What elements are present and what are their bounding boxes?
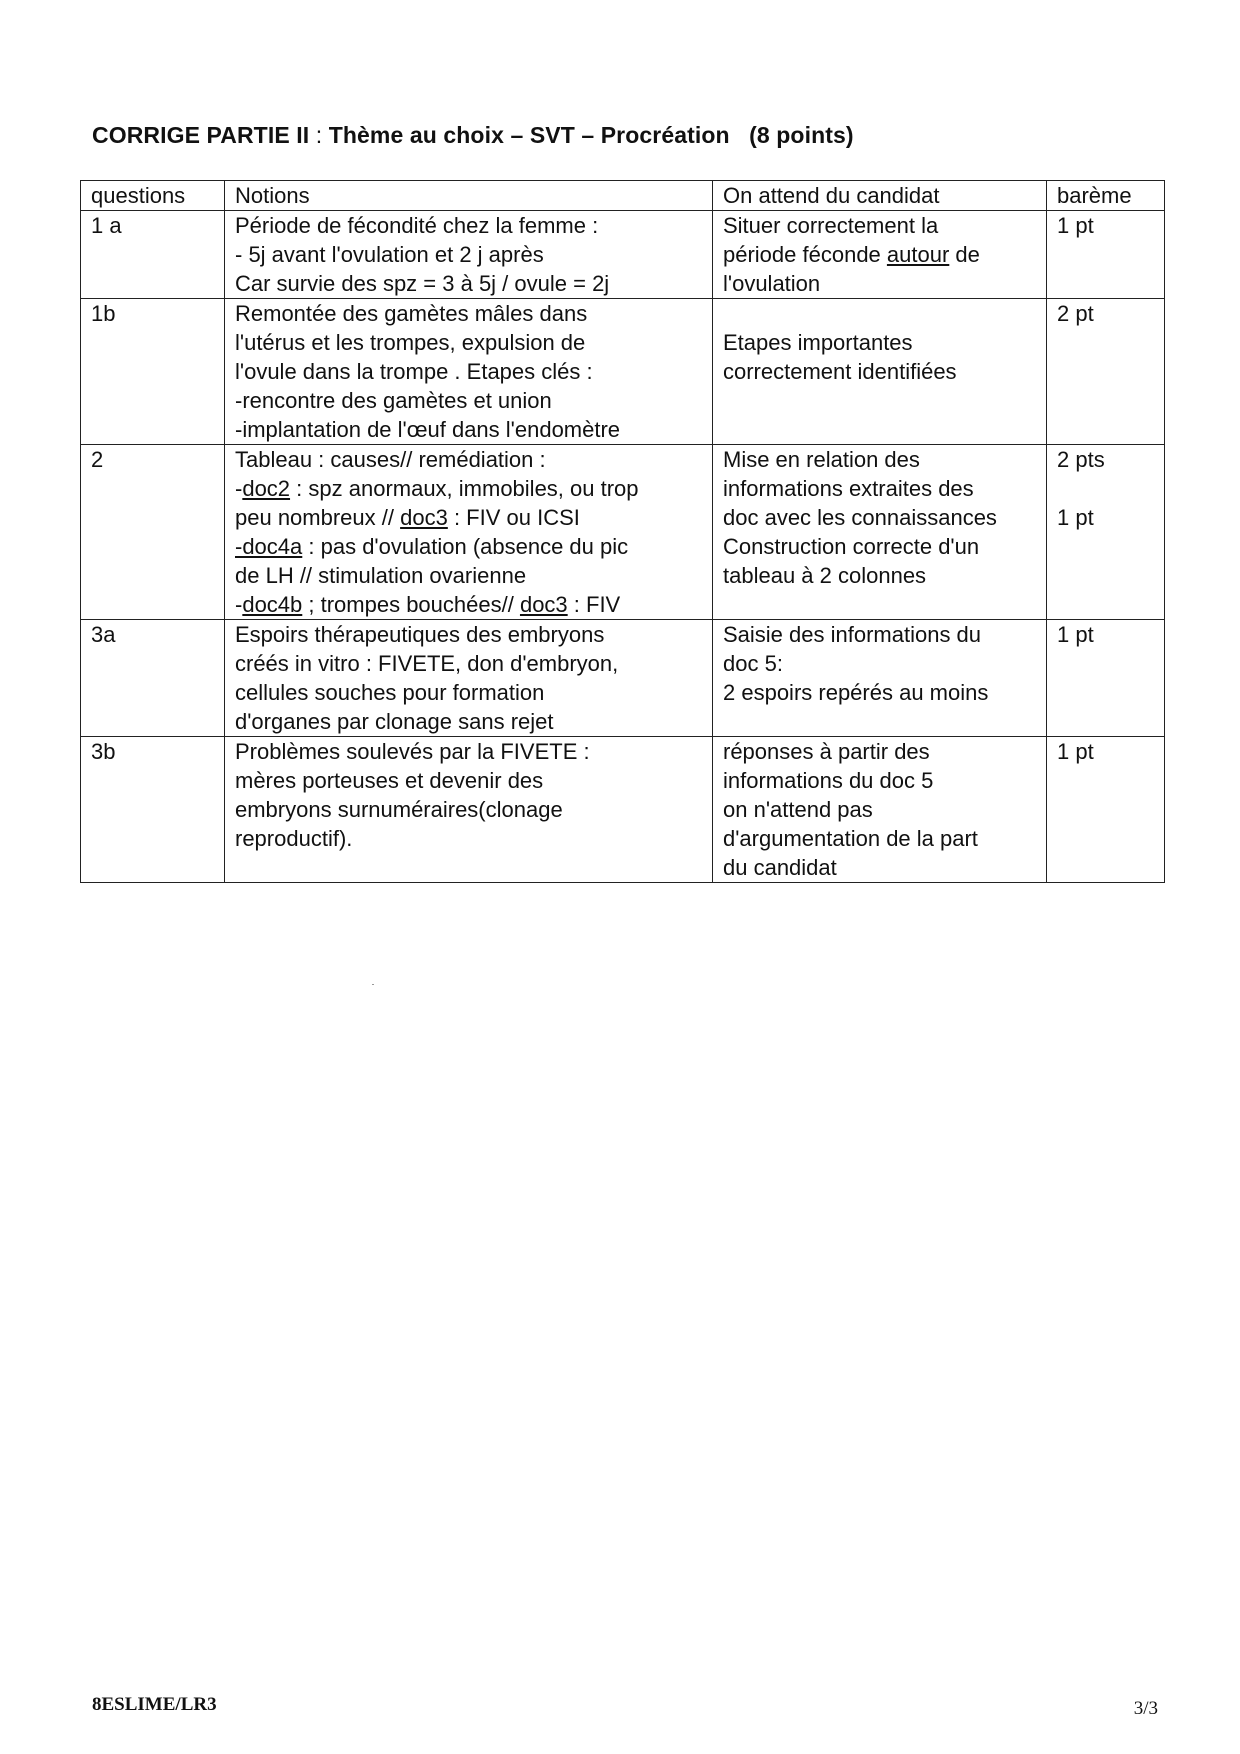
notion-line xyxy=(235,532,702,561)
table-row xyxy=(81,445,1165,620)
expected-cell xyxy=(713,299,1047,445)
notion-line: reproductif). xyxy=(235,826,353,851)
doc-reference: doc3 xyxy=(400,505,448,530)
notion-line: cellules souches pour formation xyxy=(235,680,545,705)
expected-line: Mise en relation des xyxy=(723,447,920,472)
expected-cell xyxy=(713,211,1047,299)
expected-line xyxy=(723,240,1036,269)
scale-value: 1 pt xyxy=(1057,505,1094,530)
table-row xyxy=(81,211,1165,299)
expected-line: doc 5: xyxy=(723,651,783,676)
expected-line: Etapes importantes xyxy=(723,330,913,355)
notion-line: d'organes par clonage sans rejet xyxy=(235,709,554,734)
notion-line: -rencontre des gamètes et union xyxy=(235,388,552,413)
expected-line: réponses à partir des xyxy=(723,739,930,764)
title-separator: : xyxy=(309,122,329,148)
notion-text: : FIV ou ICSI xyxy=(447,505,580,530)
title-points: (8 points) xyxy=(749,122,854,148)
notion-text: peu nombreux // xyxy=(235,505,401,530)
expected-line: l'ovulation xyxy=(723,271,821,296)
notion-line: Tableau : causes// remédiation : xyxy=(235,447,546,472)
expected-line: Situer correctement la xyxy=(723,213,939,238)
scale-cell: 1 pt xyxy=(1047,620,1165,737)
table-row xyxy=(81,620,1165,737)
expected-line: correctement identifiées xyxy=(723,359,957,384)
notion-line: Espoirs thérapeutiques des embryons xyxy=(235,622,605,647)
page-title xyxy=(92,122,854,149)
scale-cell: 2 pt xyxy=(1047,299,1165,445)
notion-line xyxy=(235,474,702,503)
notion-line: l'ovule dans la trompe . Etapes clés : xyxy=(235,359,593,384)
header-notions: Notions xyxy=(225,181,713,211)
question-cell: 1b xyxy=(81,299,225,445)
notion-text: : spz anormaux, immobiles, ou trop xyxy=(290,476,639,501)
header-scale: barème xyxy=(1047,181,1165,211)
notion-line: mères porteuses et devenir des xyxy=(235,768,544,793)
notion-line: -implantation de l'œuf dans l'endomètre xyxy=(235,417,621,442)
notions-cell xyxy=(225,445,713,620)
notion-line xyxy=(235,590,702,619)
notion-line: Problèmes soulevés par la FIVETE : xyxy=(235,739,590,764)
expected-line: informations du doc 5 xyxy=(723,768,934,793)
question-cell: 1 a xyxy=(81,211,225,299)
notion-line: Remontée des gamètes mâles dans xyxy=(235,301,588,326)
expected-line: d'argumentation de la part xyxy=(723,826,978,851)
notion-line: - 5j avant l'ovulation et 2 j après xyxy=(235,242,544,267)
doc-reference: doc4b xyxy=(242,592,303,617)
document-code: 8ESLIME/LR3 xyxy=(92,1694,217,1715)
notion-line: de LH // stimulation ovarienne xyxy=(235,563,527,588)
notion-line xyxy=(235,503,702,532)
notions-cell xyxy=(225,620,713,737)
notions-cell xyxy=(225,211,713,299)
scale-value: 2 pts xyxy=(1057,447,1105,472)
expected-line: du candidat xyxy=(723,855,837,880)
question-cell: 2 xyxy=(81,445,225,620)
correction-table xyxy=(80,180,1165,883)
question-cell: 3a xyxy=(81,620,225,737)
expected-text: période féconde xyxy=(723,242,887,267)
scan-speck xyxy=(372,984,374,985)
table-row xyxy=(81,737,1165,883)
question-cell: 3b xyxy=(81,737,225,883)
expected-cell xyxy=(713,445,1047,620)
notion-line: créés in vitro : FIVETE, don d'embryon, xyxy=(235,651,619,676)
notion-line: l'utérus et les trompes, expulsion de xyxy=(235,330,586,355)
doc-reference: doc2 xyxy=(242,476,291,501)
header-questions: questions xyxy=(81,181,225,211)
expected-line: Construction correcte d'un xyxy=(723,534,980,559)
page-number: 3/3 xyxy=(1133,1698,1158,1719)
title-prefix: CORRIGE PARTIE II xyxy=(92,122,310,148)
expected-cell xyxy=(713,620,1047,737)
scale-cell xyxy=(1047,445,1165,620)
scale-cell: 1 pt xyxy=(1047,211,1165,299)
notion-text: : FIV xyxy=(567,592,621,617)
notion-text: - xyxy=(235,592,243,617)
notion-text: - xyxy=(235,476,243,501)
table-header-row xyxy=(81,181,1165,211)
expected-line: informations extraites des xyxy=(723,476,974,501)
expected-line: 2 espoirs repérés au moins xyxy=(723,680,989,705)
expected-line: doc avec les connaissances xyxy=(723,505,997,530)
expected-line: on n'attend pas xyxy=(723,797,873,822)
notion-line: embryons surnuméraires(clonage xyxy=(235,797,563,822)
doc-reference: -doc4a xyxy=(235,534,303,559)
doc-reference: doc3 xyxy=(519,592,568,617)
header-expected: On attend du candidat xyxy=(713,181,1047,211)
notion-line: Période de fécondité chez la femme : xyxy=(235,213,599,238)
scale-cell: 1 pt xyxy=(1047,737,1165,883)
expected-cell xyxy=(713,737,1047,883)
expected-text: de xyxy=(949,242,980,267)
expected-line: Saisie des informations du xyxy=(723,622,982,647)
notions-cell xyxy=(225,299,713,445)
underlined-word: autour xyxy=(886,242,950,267)
expected-line: tableau à 2 colonnes xyxy=(723,563,927,588)
notions-cell xyxy=(225,737,713,883)
table-row xyxy=(81,299,1165,445)
notion-text: : pas d'ovulation (absence du pic xyxy=(302,534,629,559)
notion-text: ; trompes bouchées// xyxy=(302,592,520,617)
notion-line: Car survie des spz = 3 à 5j / ovule = 2j xyxy=(235,271,610,296)
title-theme: Thème au choix – SVT – Procréation xyxy=(328,122,730,148)
